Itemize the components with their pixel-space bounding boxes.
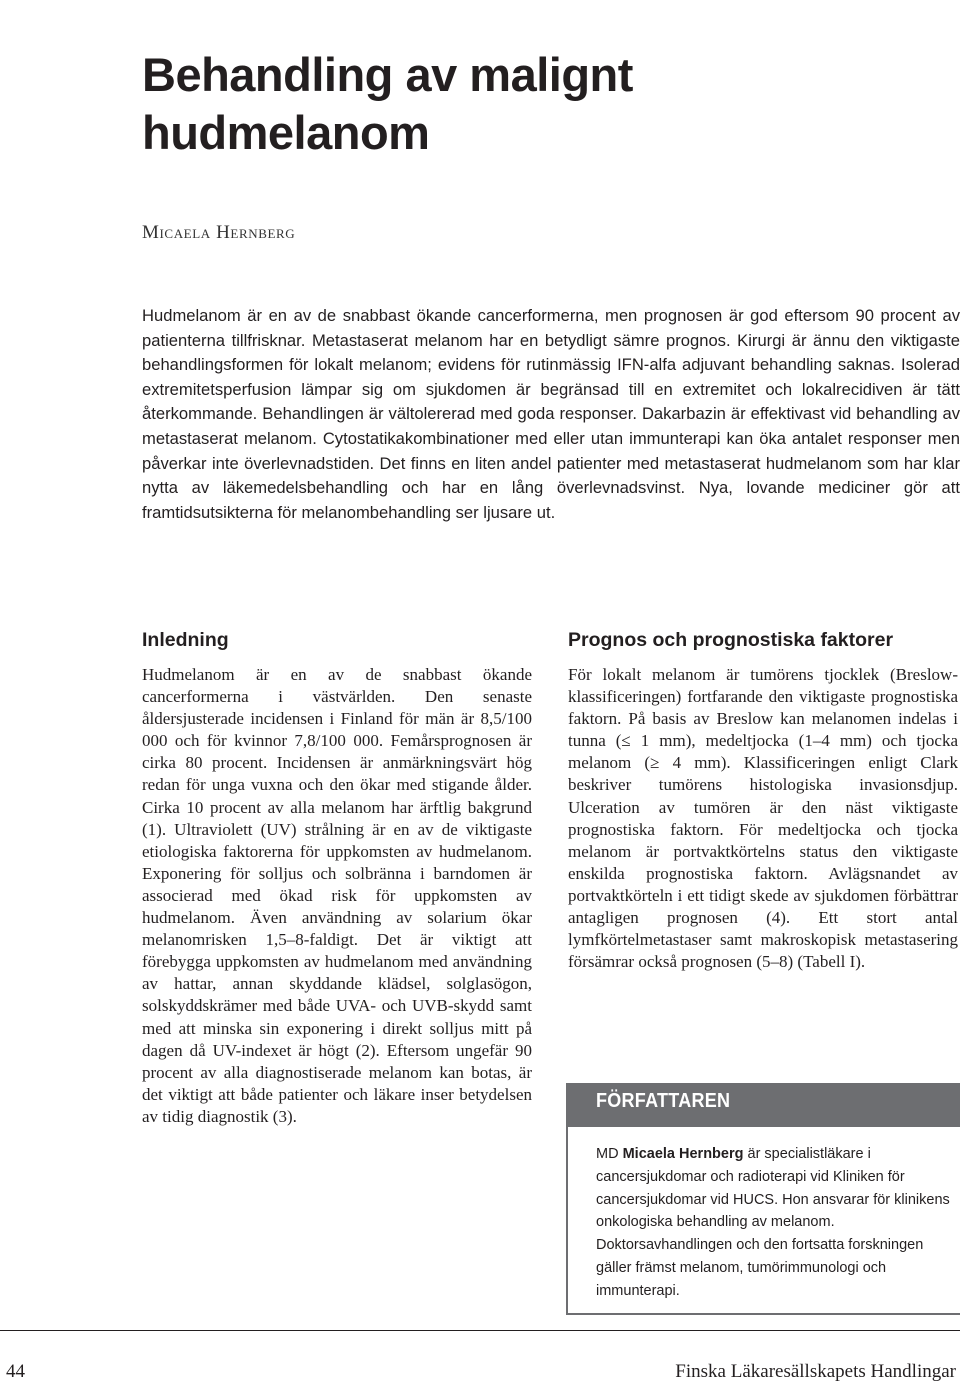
section-text-intro: Hudmelanom är en av de snabbast ökande cancerformerna i västvärlden. Den senaste åldersjusterade incidensen i Finland för män är 8,5/100 000 och för kvinnor 7,8/100 000. Femårsprognosen är cirka 80 procent. Incidensen är anmärkningsvärt hög redan för unga vuxna och den ökar med stigande ålder. Cirka 10 procent av alla melanom har ärftlig bakgrund (1). Ultraviolett (UV) strålning är en av de viktigaste etiologiska faktorerna för uppkomsten av hudmelanom. Exponering för solljus och solbränna i barndomen är associerad med ökad risk för uppkomsten av hudmelanom. Även användning av solarium ökar melanomrisken 1,5–8-faldigt. Det är viktigt att förebygga uppkomsten av hudmelanom med användning av hattar, annan skyddande klädsel, solglasögon, solskyddskrämer med både UVA- och UVB-skydd samt med att minska sin exponering i direkt solljus mitt på dagen då UV-indexet är högt (2). Eftersom ungefär 90 procent av alla diagnostiserade melanom kan botas, är det viktigt att både patienter och läkare inser betydelsen av tidig diagnostik (3).	[142, 665, 532, 1126]
section-heading-intro: Inledning	[142, 629, 229, 651]
author-box-prefix: MD	[596, 1146, 623, 1162]
section-text-prognosis: För lokalt melanom är tumörens tjocklek (Breslow-klassificeringen) fortfarande den viktigaste prognostiska faktorn. På basis av Breslow kan melanomen indelas i tunna (≤ 1 mm), medeltjocka (1–4 mm) och tjocka melanom (≥ 4 mm). Klassificeringen enligt Clark beskriver tumörens histologiska invasionsdjup. Ulceration av tumören är den näst viktigaste prognostiska faktorn. För medeltjocka och tjocka melanom är portvaktkörtelns status den viktigaste enskilda prognostiska faktorn. Avlägsnandet av portvaktkörteln i ett tidigt skede av sjukdomen förbättrar antagligen prognosen (4). Ett stort antal lymfkörtelmetastaser samt makroskopisk metastasering försämrar också prognosen (5–8) (Tabell I).	[568, 665, 958, 972]
author-name: Micaela Hernberg	[142, 222, 296, 243]
author-box-name: Micaela Hernberg	[622, 1146, 744, 1162]
author-box-heading: FÖRFATTAREN	[596, 1090, 731, 1112]
author-box-header	[568, 1083, 960, 1127]
article-title: Behandling av malignt hudmelanom	[142, 48, 633, 159]
journal-name: Finska Läkaresällskapets Handlingar	[675, 1361, 956, 1382]
author-info-box	[566, 1083, 960, 1315]
abstract: Hudmelanom är en av de snabbast ökande cancerformerna, men prognosen är god eftersom 90 procent av patienterna tillfrisknar. Metastaserat melanom har en betydligt sämre prognos. Kirurgi är ännu den viktigaste behandlingsformen för lokalt melanom; evidens för rutinmässig IFN-alfa adjuvant behandling saknas. Isolerad extremitetsperfusion lämpar sig om sjukdomen är begränsad till en extremitet och lokalrecidiven är tätt återkommande. Behandlingen är vältolererad med goda responser. Dakarbazin är effektivast vid behandling av metastaserat melanom. Cytostatikakombinationer med eller utan immunterapi kan öka antalet responser men påverkar inte överlevnadstiden. Det finns en liten andel patienter med metastaserat hudmelanom som har klar nytta av läkemedelsbehandling och har en lång överlevnadsvinst. Nya, lovande mediciner gör att framtidsutsikterna för melanombehandling ser ljusare ut.	[142, 306, 960, 522]
author-box-text	[596, 1143, 952, 1303]
footer-rule	[0, 1330, 960, 1331]
section-heading-prognosis: Prognos och prognostiska faktorer	[568, 629, 894, 651]
page-number: 44	[6, 1361, 25, 1382]
author-box-bio: är specialistläkare i cancersjukdomar och radioterapi vid Kliniken för cancersjukdomar vid HUCS. Hon ansvarar för klinikens onkologiska behandling av melanom. Doktorsavhandlingen och den fortsatta forskningen gäller främst melanom, tumörimmunologi och immunterapi.	[596, 1146, 950, 1299]
